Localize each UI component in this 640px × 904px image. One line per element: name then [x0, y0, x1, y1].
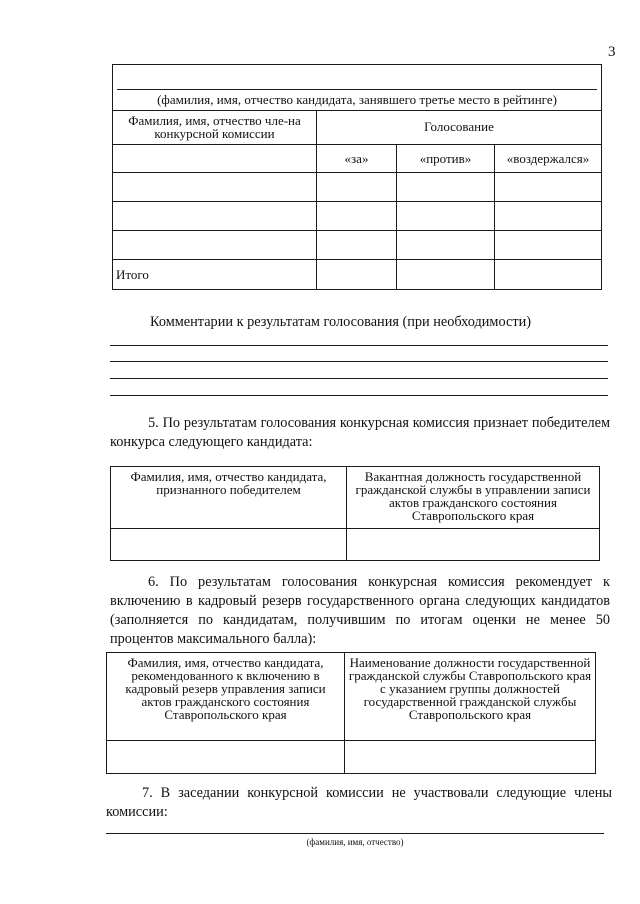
comment-line — [110, 345, 608, 346]
section-6-text: 6. По результатам голосования конкурсная комиссия рекомендует к включению в кадровый резерв государственного органа следующих кандидатов (заполняется по кандидатам, получившим по итогам оценки не менее 50 процентов максимального балла): — [110, 574, 610, 647]
table-row — [113, 173, 602, 202]
table-row — [113, 202, 602, 231]
comments-label: Комментарии к результатам голосования (при необходимости) — [150, 314, 531, 330]
member-header: Фамилия, имя, отчество чле-на конкурсной комиссии — [113, 111, 317, 145]
table-row — [113, 111, 602, 145]
col-abstain-header: «воздержался» — [495, 145, 602, 173]
comment-line — [110, 361, 608, 362]
absent-members-caption: (фамилия, имя, отчество) — [306, 837, 404, 847]
table-row — [113, 260, 602, 290]
col-for-header: «за» — [317, 145, 397, 173]
position-name-header: Наименование должности государственной гражданской службы Ставропольского края с указанием группы должностей государственной гражданской службы Ставропольского края — [345, 653, 596, 741]
table-row — [113, 145, 602, 173]
total-label: Итого — [113, 260, 317, 290]
col-against-header: «против» — [397, 145, 495, 173]
table-row — [107, 741, 596, 774]
section-7-text: 7. В заседании конкурсной комиссии не участвовали следующие члены комиссии: — [106, 785, 612, 820]
voting-header: Голосование — [317, 111, 602, 145]
table-row — [113, 231, 602, 260]
table-row — [107, 653, 596, 741]
table-row — [113, 65, 602, 111]
table-row — [111, 529, 600, 561]
winner-table — [110, 466, 600, 561]
absent-members-line — [106, 833, 604, 834]
candidate-caption: (фамилия, имя, отчество кандидата, занявшего третье место в рейтинге) — [157, 92, 557, 107]
candidate-line — [117, 89, 597, 90]
voting-table — [112, 64, 602, 290]
reserve-name-header: Фамилия, имя, отчество кандидата, рекомендованного к включению в кадровый резерв управления записи актов гражданского состояния Ставропольского края — [107, 653, 345, 741]
section-5-text: 5. По результатам голосования конкурсная комиссия признает победителем конкурса следующего кандидата: — [110, 415, 610, 450]
comment-line — [110, 378, 608, 379]
page-number: 3 — [608, 44, 616, 60]
comment-line — [110, 395, 608, 396]
vacant-position-header: Вакантная должность государственной гражданской службы в управлении записи актов гражданского состояния Ставропольского края — [347, 467, 600, 529]
reserve-table — [106, 652, 596, 774]
table-row — [111, 467, 600, 529]
winner-name-header: Фамилия, имя, отчество кандидата, признанного победителем — [111, 467, 347, 529]
